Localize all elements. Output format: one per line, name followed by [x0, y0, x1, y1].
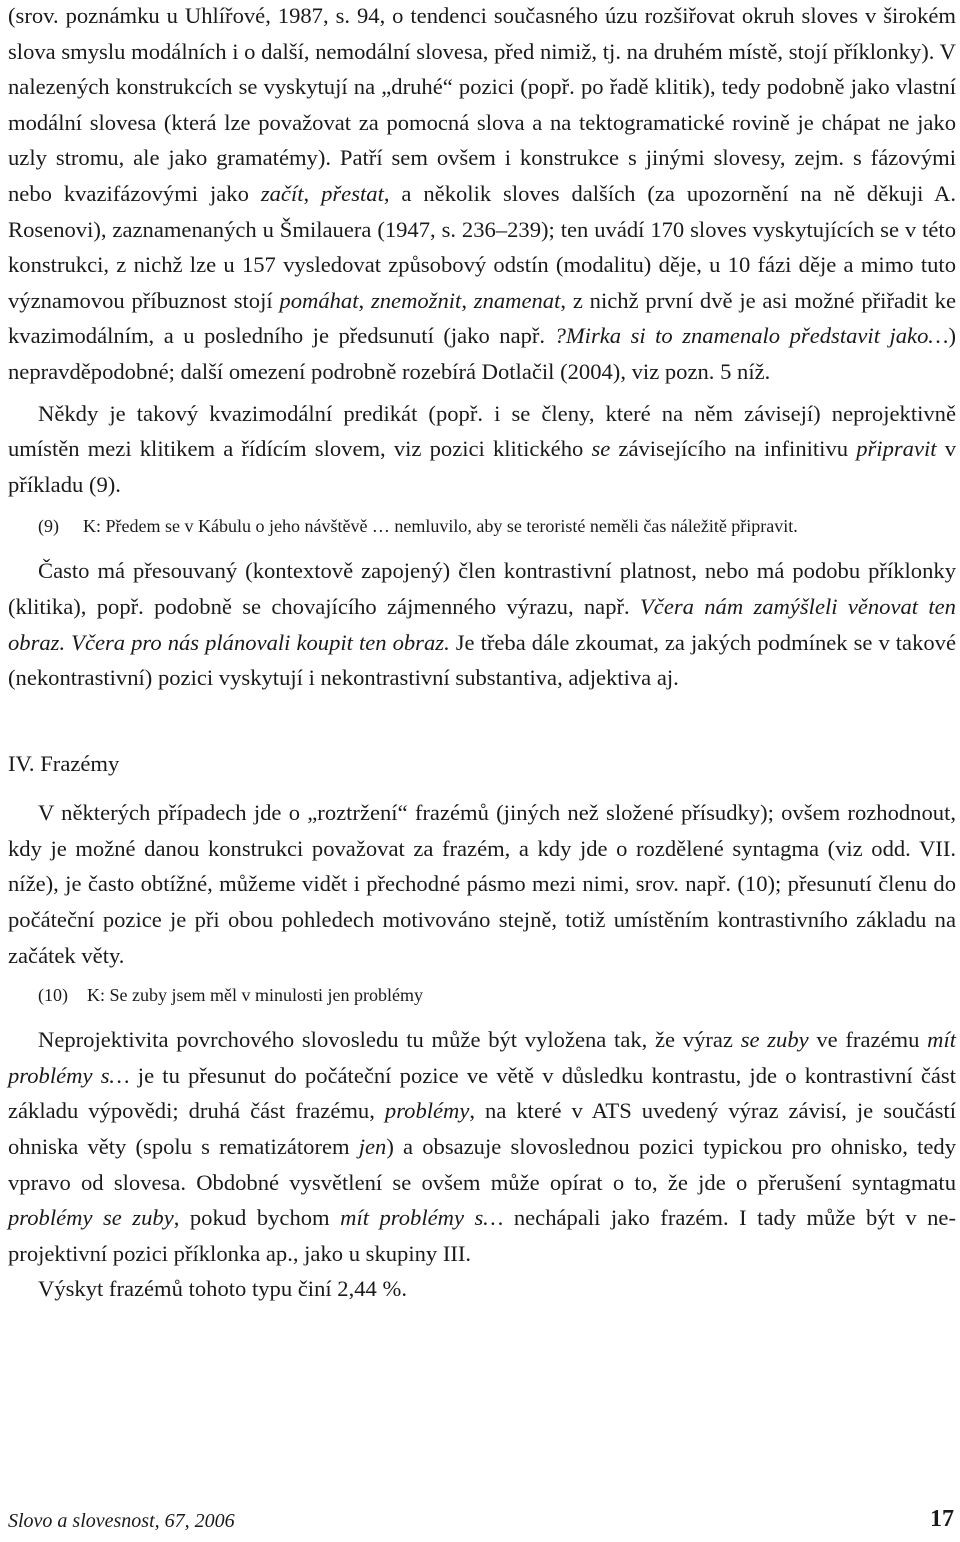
text-run: , z nichž první dvě je asi možné přiřadit ke kvazimodálním, a u posledního je předsunutí (jako např. — [8, 287, 956, 349]
italic-term: problémy — [384, 1098, 470, 1124]
text-run: nechápali jako frazém. I tady může být v neprojektivní pozici příklonka ap., jako u skupiny III. — [8, 1205, 956, 1266]
text-run: Je třeba dále zkoumat, za jakých podmínek se v takové (nekontrastivní) pozici vyskytují i nekontrastivní substantiva, adjektiva aj. — [8, 629, 956, 691]
text-run: (srov. poznámku u Uhlířové, 1987, s. 94, o tendenci současného úzu rozšiřovat okruh sloves v širokém slova smyslu modálních i o další, nemodální slovesa, před nimiž, tj. na druhém místě, stojí příklonky). V nalezených konstrukcích se vyskytují na „druhé“ pozici (popř. po řadě klitik), tedy podobně jako vlastní modální slovesa (která lze považovat za pomocná slova a na tektogramatické rovině je chápat ne jako uzly stromu, ale jako gramatémy). Patří sem ovšem i konstrukce s jinými slovesy, zejm. s fázovými nebo kvazifázovými jako — [8, 3, 956, 206]
italic-term: přestat — [321, 180, 384, 206]
page-footer — [8, 1506, 956, 1540]
italic-term: se zuby — [740, 1027, 809, 1053]
page-number: 17 — [930, 1506, 954, 1532]
italic-term: problémy se zuby — [8, 1205, 174, 1231]
italic-term: mít problémy s… — [8, 1027, 956, 1088]
italic-term: mít problémy s… — [340, 1205, 504, 1231]
text-run: , na které v ATS uvedený výraz závisí, je součástí ohniska věty (spolu s rematizátorem — [8, 1098, 956, 1160]
text-run: , — [358, 287, 371, 313]
text-run: je tu přesunut do počáteční pozice ve větě v důsledku kontrastu, jde o kontrastivní část základu výpovědi; druhá část frazému, — [8, 1062, 956, 1124]
italic-example: Včera nám zamýšleli věnovat ten obraz. Včera pro nás plánovali koupit ten obraz. — [8, 593, 956, 655]
paragraph-1 — [8, 0, 956, 390]
italic-term: znemožnit — [370, 287, 462, 313]
paragraph-5 — [8, 1022, 956, 1271]
example-text: K: Předem se v Kábulu o jeho návštěvě … nemluvilo, aby se teroristé neměli čas náležitě připravit. — [83, 516, 798, 537]
text-run: v příkladu (9). — [8, 436, 956, 497]
text-run: ) nepravděpodobné; další omezení podrobně rozebírá Dotlačil (2004), viz pozn. 5 níž. — [8, 323, 956, 384]
text-run: ) a obsazuje slovoslednou pozici typickou pro ohnisko, tedy vpravo od slovesa. Obdobné vysvětlení se ovšem může opírat o to, že jde o přerušení syntagmatu — [8, 1134, 956, 1195]
paragraph-6: Výskyt frazémů tohoto typu činí 2,44 %. — [38, 1276, 407, 1302]
example-10 — [8, 981, 956, 1010]
example-number: (10) — [38, 985, 68, 1006]
text-run: Neprojektivita povrchového slovosledu tu může být vyložena tak, že výraz — [38, 1027, 741, 1053]
italic-term: se — [591, 436, 611, 462]
section-heading: IV. Frazémy — [8, 750, 120, 776]
paragraph-2 — [8, 396, 956, 503]
example-9 — [8, 512, 956, 541]
italic-term: připravit — [856, 436, 937, 462]
text-run: Někdy je takový kvazimodální predikát (popř. i se členy, které na něm závisejí) neprojektivně umístěn mezi klitikem a řídícím slovem, viz pozici klitického — [8, 400, 956, 462]
text-run: , — [461, 287, 474, 313]
example-text: K: Se zuby jsem měl v minulosti jen problémy — [87, 985, 423, 1006]
text-run: , a několik sloves dalších (za upozornění na ně děkuji A. Rosenovi), zaznamenaných u Šmilauera (1947, s. 236–239); ten uvádí 170 sloves vyskytujících se v této konstrukci, z nichž lze u 157 vysledovat způsobový odstín (modalitu) děje, u 10 fázi děje a mimo tuto významovou příbuznost stojí — [8, 180, 957, 313]
text-run: ve frazému — [808, 1027, 928, 1053]
page-body — [8, 0, 956, 1307]
paragraph-4: V některých případech jde o „roztržení“ frazémů (jiných než složené přísudky); ovšem rozhodnout, kdy je možné danou konstrukci považovat za frazém, a kdy jde o rozdělené syntagma (viz odd. VII. níže), je často obtížné, můžeme vidět i přechodné pásmo mezi nimi, srov. např. (10); přesunutí členu do počáteční pozice je při obou pohledech motivováno stejně, totiž umístěním kontrastivního základu na začátek věty. — [8, 800, 956, 968]
italic-term: začít — [260, 180, 304, 206]
italic-term: jen — [358, 1134, 387, 1160]
paragraph-3 — [8, 553, 956, 695]
text-run: , pokud bychom — [173, 1205, 341, 1231]
text-run: , — [303, 180, 322, 206]
example-number: (9) — [38, 516, 59, 537]
italic-example: ?Mirka si to znamenalo představit jako… — [554, 323, 949, 349]
journal-citation: Slovo a slovesnost, 67, 2006 — [8, 1510, 235, 1532]
italic-term: pomáhat — [279, 287, 359, 313]
text-run: závisejícího na infinitivu — [610, 436, 857, 462]
italic-term: znamenat — [473, 287, 561, 313]
text-run: Často má přesouvaný (kontextově zapojený) člen kontrastivní platnost, nebo má podobu příklonky (klitika), popř. podobně se chovajícího zájmenného výrazu, např. — [8, 558, 956, 619]
